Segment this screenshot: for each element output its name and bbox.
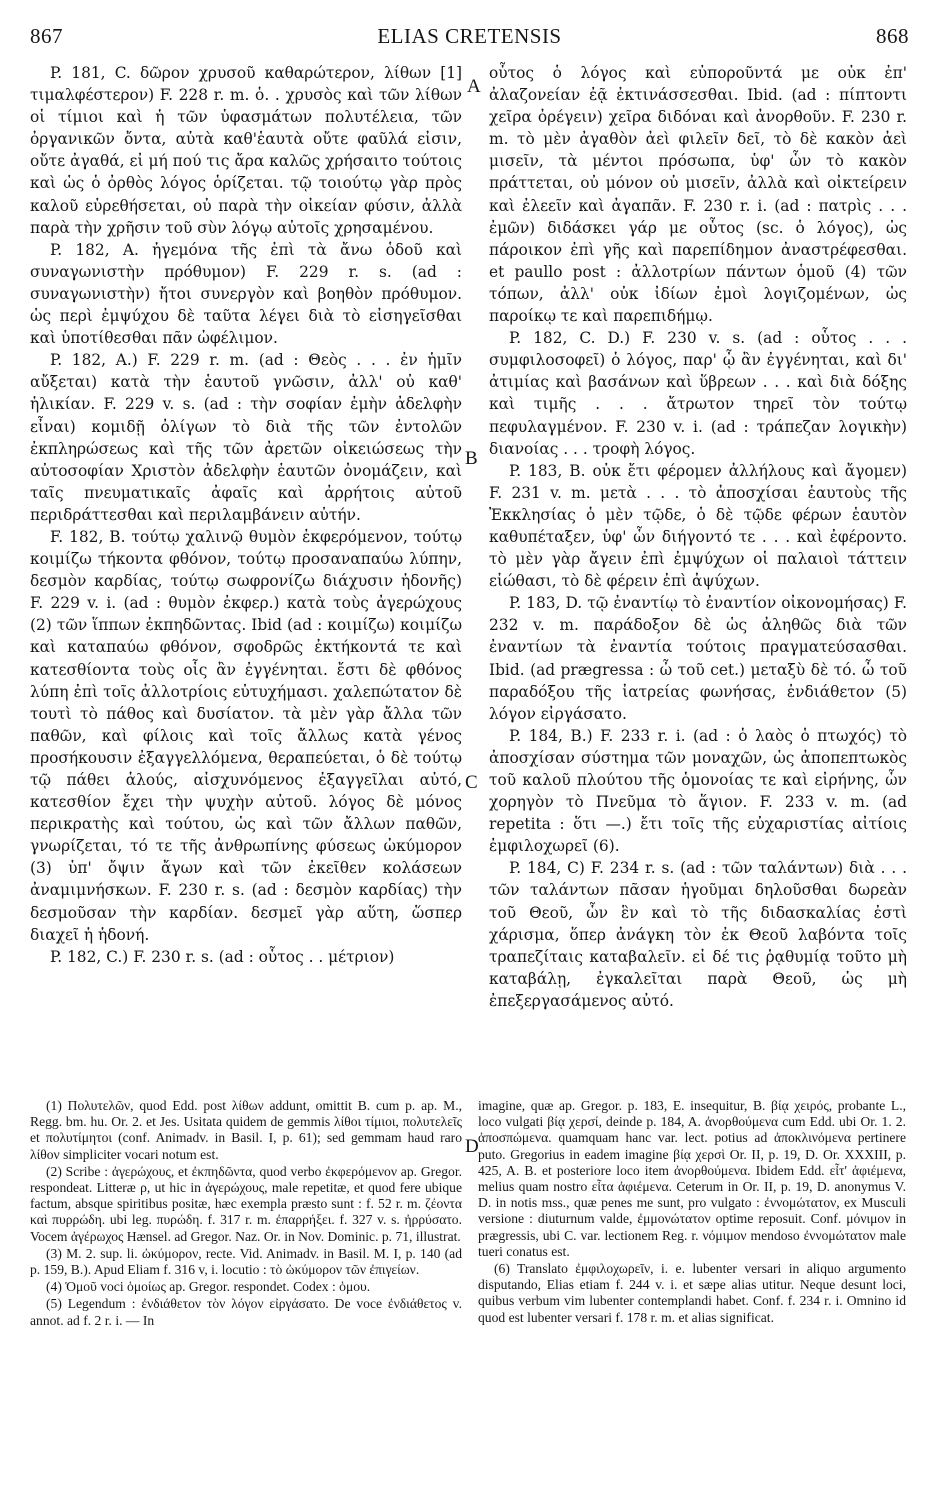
page-number-left: 867 bbox=[30, 24, 63, 48]
right-paragraph: οὗτος ὁ λόγος καὶ εὐποροῦντά με οὐκ ἐπ' ἀλαζονείαν ἐᾷ ἐκτινάσσεσθαι. Ibid. (ad : πίπτοντι χεῖρα ὀρέγειν) χεῖρα διδόναι καὶ ἀνορθοῦν. F. 230 r. m. τὸ μὲν ἀγαθὸν ἀεὶ φιλεῖν δεῖ, τὸ δὲ κακὸν ἀεὶ μισεῖν, τὰ μέντοι πρόσωπα, ὑφ' ὧν τὸ κακὸν πράττεται, οὐ μόνον οὐ μισεῖν, ἀλλὰ καὶ οἰκτείρειν καὶ ἐλεεῖν καὶ ἀγαπᾶν. F. 230 r. i. (ad : πατρὶς . . . ἐμῶν) διδάσκει γάρ με οὗτος (sc. ὁ λόγος), ὡς πάροικον ἐπὶ γῆς καὶ παρεπίδημον ἀναστρέφεσθαι. et paullo post : ἀλλοτρίων πάντων ὁμοῦ (4) τῶν τόπων, ἀλλ' οὐκ ἰδίων ἐμοὶ λογιζομένων, ὡς παροίκῳ τε καὶ παρεπιδήμῳ. bbox=[489, 64, 907, 326]
footnotes-left bbox=[30, 1098, 462, 1330]
margin-mark-c: C bbox=[465, 772, 478, 793]
footnote: (2) Scribe : ἀγερώχους, et ἐκπηδῶντα, quod verbo ἐκφερόμενον ap. Gregor. respondeat. Litteræ ρ, ut hic in ἀγερώχους, male repetitæ, et quod fere ubique factum, absque spiritibus positæ, hæc exempla præsto sunt : f. 52 r. m. ζέοντα καὶ πυρρώδη. ubi leg. πυρώδη. f. 317 r. m. ἐπαρρήξει. f. 327 v. s. ἠρρύσατο. Vocem ἀγέρωχος Hænsel. ad Gregor. Naz. Or. in Nov. Dominic. p. 71, illustrat. bbox=[30, 1163, 462, 1244]
right-paragraph: P. 184, C) F. 234 r. s. (ad : τῶν ταλάντων) διὰ . . . τῶν ταλάντων πᾶσαν ἡγοῦμαι δηλοῦσθαι δωρεὰν τοῦ Θεοῦ, ὧν ἓν καὶ τὸ τῆς διδασκαλίας ἐστὶ χάρισμα, ὅπερ ἀνάγκη τὸν ἐκ Θεοῦ λαβόντα τοῖς τραπεζίταις καταβαλεῖν. εἰ δέ τις ῥᾳθυμίᾳ τοῦτο μὴ καταβάλῃ, ἐγκαλεῖται παρὰ Θεοῦ, ὡς μὴ ἐπεξεργασάμενος αὐτό. bbox=[489, 859, 907, 1010]
footnotes-right bbox=[478, 1098, 906, 1327]
footnote: (1) Πολυτελῶν, quod Edd. post λίθων addunt, omittit B. cum p. ap. M., Regg. bm. hu. Or. 2. et Jes. Usitata quidem de gemmis λίθοι τίμιοι, πολυτελεῖς et πολυτίμητοι (conf. Animadv. in Basil. I, p. 61); sed gemmam haud raro λίθον simpliciter vocari notum est. bbox=[30, 1098, 462, 1162]
footnote: (5) Legendum : ἐνδιάθετον τὸν λόγον εἰργάσατο. De voce ἐνδιάθετος v. annot. ad f. 2 r. i. — In bbox=[30, 1296, 462, 1328]
footnote: (4) Ὁμοῦ voci ὁμοίως ap. Gregor. respondet. Codex : ὁμου. bbox=[46, 1279, 371, 1295]
margin-mark-a: A bbox=[467, 76, 481, 97]
left-column bbox=[30, 62, 462, 968]
footnote: (3) M. 2. sup. li. ὠκύμορον, recte. Vid. Animadv. in Basil. M. I, p. 140 (ad p. 159, B.). Apud Eliam f. 316 v, i. locutio : τὸ ὠκύμορον τῶν ἐπιγείων. bbox=[30, 1245, 462, 1278]
right-paragraph: P. 183, B. οὐκ ἔτι φέρομεν ἀλλήλους καὶ ἄγομεν) F. 231 v. m. μετὰ . . . τὸ ἀποσχίσαι ἑαυτοὺς τῆς Ἐκκλησίας ὁ μὲν τῷδε, ὁ δὲ τῷδε φέρων ἑαυτὸν καθυπέταξεν, ὑφ' ὧν διήγοντό τε . . . καὶ ἐφέροντο. τὸ μὲν γὰρ ἄγειν ἐπὶ ἐμψύχων οἱ παλαιοὶ τάττειν εἰώθασι, τὸ δὲ φέρειν ἐπὶ ἀψύχων. bbox=[489, 461, 907, 591]
left-paragraph: P. 182, C.) F. 230 r. s. (ad : οὗτος . . μέτριον) bbox=[50, 947, 395, 966]
footnote: (6) Translato ἐμφιλοχωρεῖν, i. e. lubenter versari in aliquo argumento disputando, Elias etiam f. 244 v. i. et sæpe alias utitur. Neque desunt loci, quibus verbum vim lubenter contemplandi habet. Conf. f. 234 r. i. Omnino id quod est lubenter versari f. 178 r. m. et alias significat. bbox=[478, 1261, 906, 1325]
footnote: imagine, quæ ap. Gregor. p. 183, E. insequitur, B. βίᾳ χειρός, probante L., loco vulgati βίᾳ χερσί, deinde p. 184, A. ἀνορθούμενα cum Edd. ubi Or. 1. 2. ἀποσπώμενα. quamquam hanc var. lect. potius ad ἀποκλινόμενα pertinere puto. Gregorius in eadem imagine βίᾳ χερσὶ Or. II, p. 19, D. Or. XXXIII, p. 425, A. B. et posteriore loco item ἀνορθούμενα. Ibidem Edd. εἶτ' ἀφιέμενα, melius quam nostro εἶτα ἀφιέμενα. Ceterum in Or. II, p. 19, D. anonymus V. D. in notis mss., quæ penes me sunt, pro vulgato : ἐννομώτατον, ex Musculi versione : diuturnum valde, ἐμμονώτατον optime reposuit. Conf. μόνιμον in prægressis, ubi C. var. lectionem Reg. r. νόμιμον mendoso ἐννομώτατον male tueri conatus est. bbox=[478, 1098, 906, 1259]
right-paragraph: P. 182, C. D.) F. 230 v. s. (ad : οὗτος . . . συμφιλοσοφεῖ) ὁ λόγος, παρ' ᾧ ἂν ἐγγένηται, καὶ δι' ἀτιμίας καὶ βασάνων καὶ ὕβρεων . . . καὶ διὰ δόξης καὶ τιμῆς . . . ἄτρωτον τηρεῖ τὸν τούτῳ πεφυλαγμένον. F. 230 v. i. (ad : τράπεζαν λογικὴν) διανοίας . . . τροφὴ λόγος. bbox=[489, 329, 907, 458]
left-paragraph: F. 182, B. τούτῳ χαλινῷ θυμὸν ἐκφερόμενον, τούτῳ κοιμίζω τήκοντα φθόνον, τούτῳ προσαναπαύω λύπην, δεσμὸν καρδίας, τούτῳ σωφρονίζω διάχυσιν ἡδονῆς) F. 229 v. i. (ad : θυμὸν ἐκφερ.) κατὰ τοὺς ἀγερώχους (2) τῶν ἵππων ἐκπηδῶντας. Ibid (ad : κοιμίζω) κοιμίζω καὶ καταπαύω φθόνον, σφοδρῶς ἐκτήκοντά τε καὶ κατεσθίοντα τοὺς οἷς ἂν ἐγγένηται. ἔστι δὲ φθόνος λύπη ἐπὶ τοῖς ἀλλοτρίοις εὐτυχήμασι. χαλεπώτατον δὲ τουτὶ τὸ πάθος καὶ δυσίατον. τὰ μὲν γὰρ ἄλλα τῶν παθῶν, καὶ φίλοις καὶ τοῖς ἄλλως κατὰ γένος προσήκουσιν ἐξαγγελλόμενα, θεραπεύεται, ὁ δὲ τούτῳ τῷ πάθει ἁλούς, αἰσχυνόμενος ἐξαγγεῖλαι αὐτό, κατεσθίον ἔχει τὴν ψυχὴν αὐτοῦ. λόγος δὲ μόνος περικρατὴς καὶ τούτου, ὡς καὶ τῶν ἄλλων παθῶν, γνωρίζεται, τό τε τῆς ἀνθρωπίνης φύσεως ὠκύμορον (3) ὑπ' ὄψιν ἄγων καὶ τῶν ἐκεῖθεν κολάσεων ἀναμιμνήσκων. F. 230 r. s. (ad : δεσμὸν καρδίας) τὴν δεσμοῦσαν τὴν καρδίαν. δεσμεῖ γὰρ αὕτη, ὥσπερ διαχεῖ ἡ ἡδονή. bbox=[30, 527, 462, 944]
margin-mark-b: B bbox=[465, 448, 478, 469]
running-title: ELIAS CRETENSIS bbox=[377, 24, 562, 48]
running-header bbox=[30, 24, 909, 52]
page-number-right: 868 bbox=[876, 24, 909, 48]
right-paragraph: P. 184, B.) F. 233 r. i. (ad : ὁ λαὸς ὁ πτωχός) τὸ ἀποσχίσαν σύστημα τῶν μοναχῶν, ὡς ἀποπεπτωκὸς τοῦ καλοῦ πλούτου τῆς ὁμονοίας τε καὶ εἰρήνης, ὧν χορηγὸν τὸ Πνεῦμα τὸ ἅγιον. F. 233 v. m. (ad repetita : ὅτι —.) ἔτι τοῖς τῆς εὐχαριστίας αἰτίοις ἐμφιλοχωρεῖ (6). bbox=[489, 726, 907, 856]
left-paragraph: P. 182, A. ἡγεμόνα τῆς ἐπὶ τὰ ἄνω ὁδοῦ καὶ συναγωνιστὴν πρόθυμον) F. 229 r. s. (ad : συναγωνιστὴν) ἤτοι συνεργὸν καὶ βοηθὸν πρόθυμον. ὡς περὶ ἐμψύχου δὲ ταῦτα λέγει διὰ τὸ εἰσηγεῖσθαι καὶ ὑποτίθεσθαι πᾶν ὠφέλιμον. bbox=[30, 240, 462, 348]
left-paragraph: P. 182, A.) F. 229 r. m. (ad : Θεὸς . . . ἐν ἡμῖν αὔξεται) κατὰ τὴν ἑαυτοῦ γνῶσιν, ἀλλ' οὐ καθ' ἡλικίαν. F. 229 v. s. (ad : τὴν σοφίαν ἐμὴν ἀδελφὴν εἶναι) κομιδῇ ὀλίγων τὸ διὰ τῆς τῶν ἐντολῶν ἐκπληρώσεως καὶ τῆς τῶν ἀρετῶν οἰκειώσεως τὴν αὐτοσοφίαν Χριστὸν ἀδελφὴν ἑαυτῶν ὀνομάζειν, καὶ ταῖς πνευματικαῖς ἀφαῖς καὶ ἀρρήτοις αὐτοῦ περιδράττεσθαι καὶ περιλαμβάνειν αὐτήν. bbox=[30, 351, 462, 524]
right-column bbox=[489, 62, 907, 1012]
right-paragraph: P. 183, D. τῷ ἐναντίῳ τὸ ἐναντίον οἰκονομήσας) F. 232 v. m. παράδοξον δὲ ὡς ἀληθῶς διὰ τῶν ἐναντίων τὰ ἐναντία τούτοις πραγματεύσασθαι. Ibid. (ad prægressa : ὦ τοῦ cet.) μεταξὺ δὲ τό. ὦ τοῦ παραδόξου τῆς ἰατρείας φωνήσας, ἐνδιάθετον (5) λόγον εἰργάσατο. bbox=[489, 594, 907, 723]
left-paragraph: P. 181, C. δῶρον χρυσοῦ καθαρώτερον, λίθων [1] τιμαλφέστερον) F. 228 r. m. ὁ. . χρυσὸς καὶ τῶν λίθων οἱ τίμιοι καὶ ἡ τῶν ὑφασμάτων πολυτέλεια, τῶν ὀργανικῶν ὄντα, αὐτὰ καθ'ἑαυτὰ οὔτε φαῦλά εἰσιν, οὔτε ἀγαθά, εἰ μή πού τις ἄρα καλῶς χρήσαιτο τούτοις καὶ ὡς ὁ ὀρθὸς λόγος ὁρίζεται. τῷ τοιούτῳ γὰρ πρὸς καλοῦ εὑρεθήσεται, οὐ παρὰ τὴν οἰκείαν φύσιν, ἀλλὰ παρὰ τὴν χρῆσιν τοῦ σὺν λόγῳ αὐτοῖς χρησαμένου. bbox=[30, 64, 462, 237]
margin-mark-d: D bbox=[465, 1136, 479, 1157]
